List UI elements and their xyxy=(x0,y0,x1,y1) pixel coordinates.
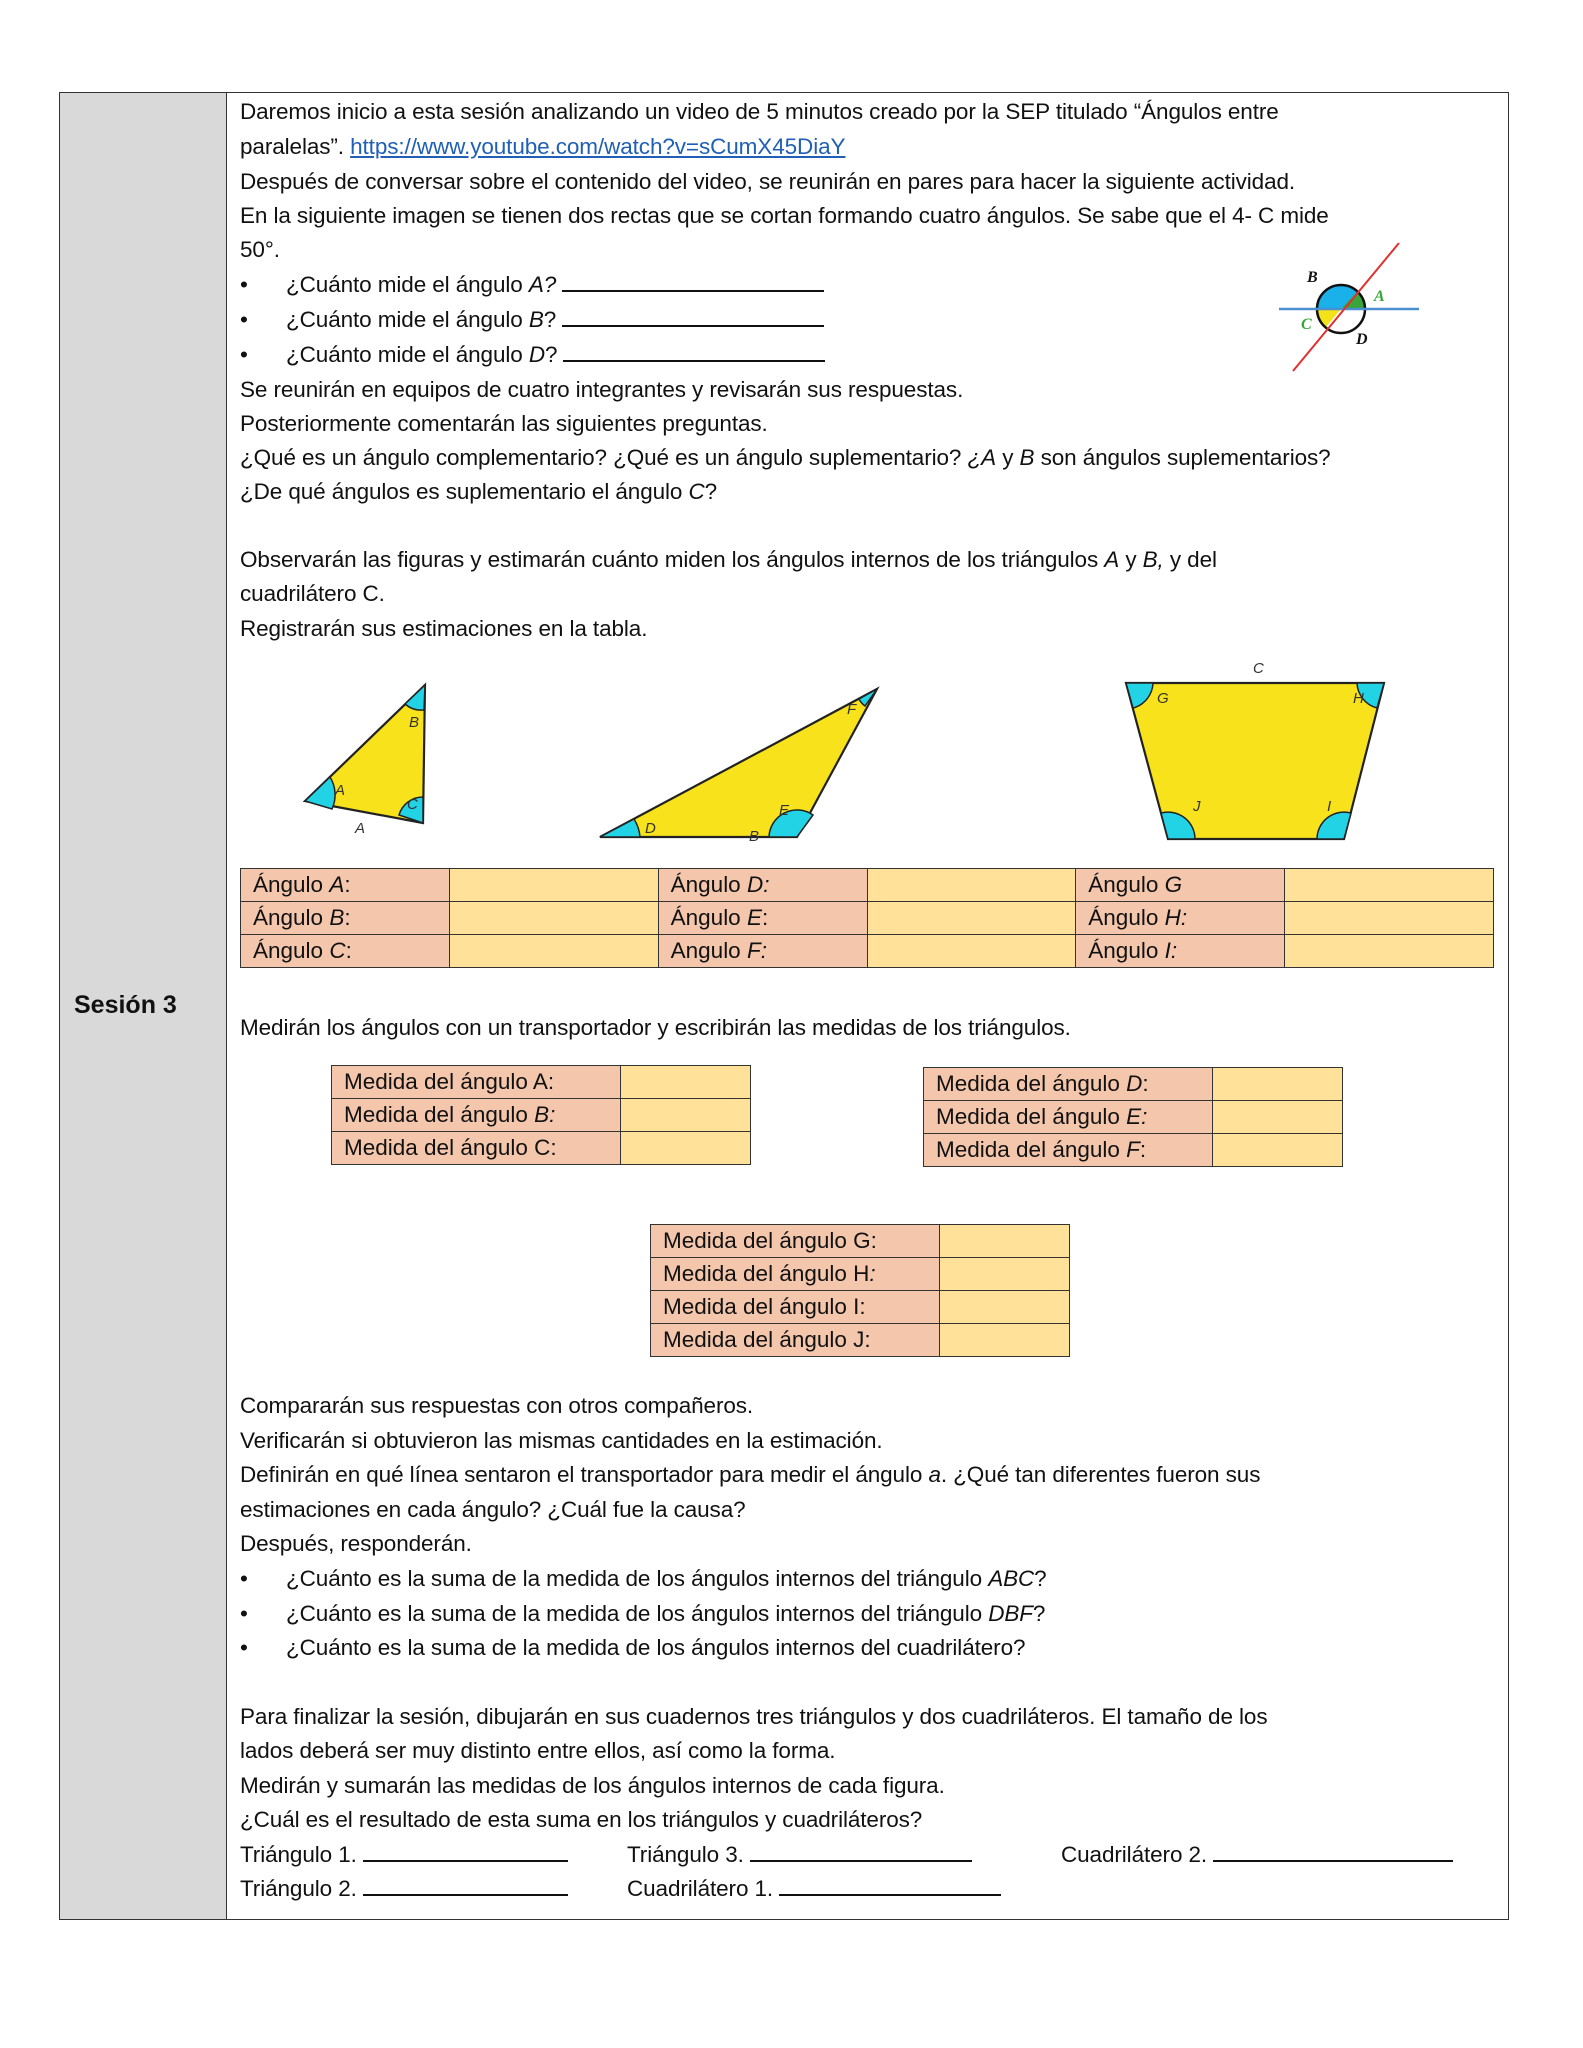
table-row xyxy=(241,935,1494,968)
intersecting-lines-figure xyxy=(1273,239,1423,379)
session-content-cell xyxy=(227,93,1508,1919)
figure-name-c: C xyxy=(1253,660,1264,677)
angle-label-h: H xyxy=(1353,690,1364,707)
table-row xyxy=(651,1225,1070,1258)
estimate-input-a[interactable] xyxy=(449,869,658,902)
text: ? xyxy=(704,479,718,504)
angle-label-c: C xyxy=(407,796,418,813)
table-row xyxy=(332,1099,751,1132)
discussion-line-2: Posteriormente comentarán las siguientes preguntas. xyxy=(240,411,768,436)
angle-label-b: B xyxy=(409,714,420,731)
var: B, xyxy=(1142,547,1164,572)
bullet-icon: • xyxy=(240,342,248,367)
text: son ángulos suplementarios? xyxy=(1034,445,1331,470)
angle-label-a: A xyxy=(335,782,346,799)
estimate-label: Angulo F: xyxy=(658,935,867,968)
angle-label-j: J xyxy=(1193,798,1201,815)
arc-b xyxy=(405,685,425,710)
label-b: B xyxy=(1307,269,1318,286)
figure-name-a: A xyxy=(355,820,366,837)
angle-label-e: E xyxy=(779,802,790,819)
estimate-label: Ángulo H: xyxy=(1076,902,1285,935)
answer-blank-quad-1[interactable] xyxy=(779,1872,1001,1896)
answer-blank-triangle-1[interactable] xyxy=(363,1838,568,1862)
final-line-3: Medirán y sumarán las medidas de los ángulos internos de cada figura. xyxy=(240,1773,945,1798)
intro-line-2 xyxy=(240,130,845,165)
session-label: Sesión 3 xyxy=(74,991,177,1019)
question-var: A xyxy=(528,272,544,297)
estimate-label: Ángulo E: xyxy=(658,902,867,935)
text: ¿Qué es un ángulo complementario? ¿Qué es un ángulo suplementario? xyxy=(240,445,968,470)
angle-label-d: D xyxy=(645,820,656,837)
answer-triangle-1: Triángulo 1. xyxy=(240,1838,568,1873)
text: y xyxy=(996,445,1020,470)
measure-label: Medida del ángulo G: xyxy=(651,1225,940,1258)
measure-label: Medida del ángulo I: xyxy=(651,1291,940,1324)
video-link[interactable]: https://www.youtube.com/watch?v=sCumX45DiaY xyxy=(350,134,846,159)
text: Observarán las figuras y estimarán cuánto miden los ángulos internos de los triángulos xyxy=(240,547,1105,572)
triangle-b-figure xyxy=(597,679,927,844)
angle-label-f: F xyxy=(847,701,857,718)
session-table xyxy=(59,92,1509,1920)
measure-input-g[interactable] xyxy=(940,1225,1070,1258)
observe-line-3: Registrarán sus estimaciones en la tabla. xyxy=(240,616,648,641)
triangle-b-shape xyxy=(600,689,877,837)
answer-blank-triangle-3[interactable] xyxy=(750,1838,972,1862)
table-row xyxy=(651,1258,1070,1291)
discussion-line-3 xyxy=(240,441,1331,476)
estimate-input-h[interactable] xyxy=(1285,902,1494,935)
measure-label: Medida del ángulo A: xyxy=(332,1066,621,1099)
table-row xyxy=(332,1132,751,1165)
question-suffix: ? xyxy=(543,307,557,332)
estimate-label: Ángulo A: xyxy=(241,869,450,902)
question-suffix: ? xyxy=(545,342,558,367)
measure-instruction: Medirán los ángulos con un transportador y escribirán las medidas de los triángulos. xyxy=(240,1015,1071,1040)
discussion-line-1: Se reunirán en equipos de cuatro integrantes y revisarán sus respuestas. xyxy=(240,377,964,402)
measure-input-d[interactable] xyxy=(1213,1068,1343,1101)
intro-line-2-text: paralelas”. xyxy=(240,134,351,159)
estimate-label: Ángulo D: xyxy=(658,869,867,902)
measure-input-a[interactable] xyxy=(621,1066,751,1099)
measure-label: Medida del ángulo B: xyxy=(332,1099,621,1132)
text: . ¿Qué tan diferentes fueron sus xyxy=(940,1462,1261,1487)
intro-line-5: 50°. xyxy=(240,237,280,262)
var: ¿A xyxy=(967,445,997,470)
measure-label: Medida del ángulo C: xyxy=(332,1132,621,1165)
compare-line-2: Verificarán si obtuvieron las mismas cantidades en la estimación. xyxy=(240,1428,883,1453)
angle-question-b xyxy=(286,303,824,338)
measure-input-b[interactable] xyxy=(621,1099,751,1132)
text: y del xyxy=(1163,547,1217,572)
measure-input-c[interactable] xyxy=(621,1132,751,1165)
var: A xyxy=(1104,547,1120,572)
bullet-icon: • xyxy=(240,272,248,297)
answer-blank-d[interactable] xyxy=(563,338,825,362)
table-row xyxy=(241,902,1494,935)
label-d: D xyxy=(1356,331,1368,348)
estimate-input-g[interactable] xyxy=(1285,869,1494,902)
measure-label: Medida del ángulo H: xyxy=(651,1258,940,1291)
intro-line-1: Daremos inicio a esta sesión analizando un video de 5 minutos creado por la SEP titulado “Ángulos entre xyxy=(240,99,1279,124)
answer-blank-a[interactable] xyxy=(562,268,824,292)
question-text: ¿Cuánto mide el ángulo xyxy=(286,307,529,332)
bullet-icon: • xyxy=(240,1635,248,1660)
estimate-label: Ángulo I: xyxy=(1076,935,1285,968)
label-c: C xyxy=(1301,316,1312,333)
text: y xyxy=(1119,547,1143,572)
var: a xyxy=(928,1462,941,1487)
measure-label: Medida del ángulo J: xyxy=(651,1324,940,1357)
estimate-input-i[interactable] xyxy=(1285,935,1494,968)
question-text: ¿Cuánto mide el ángulo xyxy=(286,272,529,297)
table-row xyxy=(241,869,1494,902)
var: B xyxy=(1019,445,1035,470)
measure-input-e[interactable] xyxy=(1213,1101,1343,1134)
table-row xyxy=(651,1291,1070,1324)
table-row xyxy=(924,1134,1343,1167)
compare-line-4: estimaciones en cada ángulo? ¿Cuál fue la causa? xyxy=(240,1497,746,1522)
answer-quad-1: Cuadrilátero 1. xyxy=(627,1872,1001,1907)
bullet-icon: • xyxy=(240,307,248,332)
discussion-line-4 xyxy=(240,475,717,510)
question-suffix: ? xyxy=(543,272,557,297)
quadrilateral-c-figure xyxy=(1117,653,1387,853)
final-line-2: lados deberá ser muy distinto entre ellos, así como la forma. xyxy=(240,1738,836,1763)
transversal-line xyxy=(1293,243,1399,371)
answer-blank-b[interactable] xyxy=(562,303,824,327)
compare-line-3 xyxy=(240,1458,1260,1493)
estimate-label: Ángulo G xyxy=(1076,869,1285,902)
compare-line-1: Compararán sus respuestas con otros compañeros. xyxy=(240,1393,754,1418)
measure-table-3 xyxy=(650,1224,1070,1357)
observe-line-1 xyxy=(240,543,1217,578)
intro-line-4: En la siguiente imagen se tienen dos rectas que se cortan formando cuatro ángulos. Se sabe que el 4- C mide xyxy=(240,203,1329,228)
triangle-a-figure xyxy=(297,673,477,838)
final-line-1: Para finalizar la sesión, dibujarán en sus cuadernos tres triángulos y dos cuadriláteros. El tamaño de los xyxy=(240,1704,1268,1729)
table-row xyxy=(332,1066,751,1099)
var: C xyxy=(688,479,705,504)
estimate-input-c[interactable] xyxy=(449,935,658,968)
answer-quad-2: Cuadrilátero 2. xyxy=(1061,1838,1453,1873)
arc-a xyxy=(305,777,335,809)
arc-d xyxy=(600,819,640,837)
session-label-cell xyxy=(60,93,227,1919)
sum-question-dbf: ¿Cuánto es la suma de la medida de los ángulos internos del triángulo DBF? xyxy=(286,1601,1046,1626)
text: Definirán en qué línea sentaron el transportador para medir el ángulo xyxy=(240,1462,929,1487)
measure-label: Medida del ángulo D: xyxy=(924,1068,1213,1101)
compare-line-5: Después, responderán. xyxy=(240,1531,472,1556)
angle-question-d xyxy=(286,338,825,373)
answer-blank-triangle-2[interactable] xyxy=(363,1872,568,1896)
intro-line-3: Después de conversar sobre el contenido del video, se reunirán en pares para hacer la siguiente actividad. xyxy=(240,169,1296,194)
answer-blank-quad-2[interactable] xyxy=(1213,1838,1453,1862)
estimate-label: Ángulo C: xyxy=(241,935,450,968)
measure-input-h[interactable] xyxy=(940,1258,1070,1291)
answer-triangle-2: Triángulo 2. xyxy=(240,1872,568,1907)
measure-label: Medida del ángulo F: xyxy=(924,1134,1213,1167)
measure-input-f[interactable] xyxy=(1213,1134,1343,1167)
estimate-input-d[interactable] xyxy=(867,869,1076,902)
question-var: B xyxy=(528,307,544,332)
measure-table-2 xyxy=(923,1067,1343,1167)
table-row xyxy=(924,1101,1343,1134)
question-text: ¿Cuánto mide el ángulo xyxy=(286,342,529,367)
measure-table-1 xyxy=(331,1065,751,1165)
measure-input-i[interactable] xyxy=(940,1291,1070,1324)
observe-line-2: cuadrilátero C. xyxy=(240,581,385,606)
text: ¿De qué ángulos es suplementario el ángulo xyxy=(240,479,689,504)
sum-question-abc: ¿Cuánto es la suma de la medida de los ángulos internos del triángulo ABC? xyxy=(286,1566,1047,1591)
answer-triangle-3: Triángulo 3. xyxy=(627,1838,972,1873)
estimate-input-f[interactable] xyxy=(867,935,1076,968)
angle-label-g: G xyxy=(1157,690,1169,707)
bullet-icon: • xyxy=(240,1566,248,1591)
angle-label-i: I xyxy=(1327,798,1332,815)
measure-input-j[interactable] xyxy=(940,1324,1070,1357)
sum-question-quad: ¿Cuánto es la suma de la medida de los ángulos internos del cuadrilátero? xyxy=(286,1635,1026,1660)
measure-label: Medida del ángulo E: xyxy=(924,1101,1213,1134)
estimate-input-e[interactable] xyxy=(867,902,1076,935)
estimate-table xyxy=(240,868,1494,968)
angle-question-a xyxy=(286,268,824,303)
question-var: D xyxy=(528,342,546,367)
table-row xyxy=(651,1324,1070,1357)
label-a: A xyxy=(1374,288,1385,305)
estimate-label: Ángulo B: xyxy=(241,902,450,935)
estimate-input-b[interactable] xyxy=(449,902,658,935)
bullet-icon: • xyxy=(240,1601,248,1626)
table-row xyxy=(924,1068,1343,1101)
figure-name-b: B xyxy=(749,828,760,844)
final-line-4: ¿Cuál es el resultado de esta suma en los triángulos y cuadriláteros? xyxy=(240,1807,923,1832)
